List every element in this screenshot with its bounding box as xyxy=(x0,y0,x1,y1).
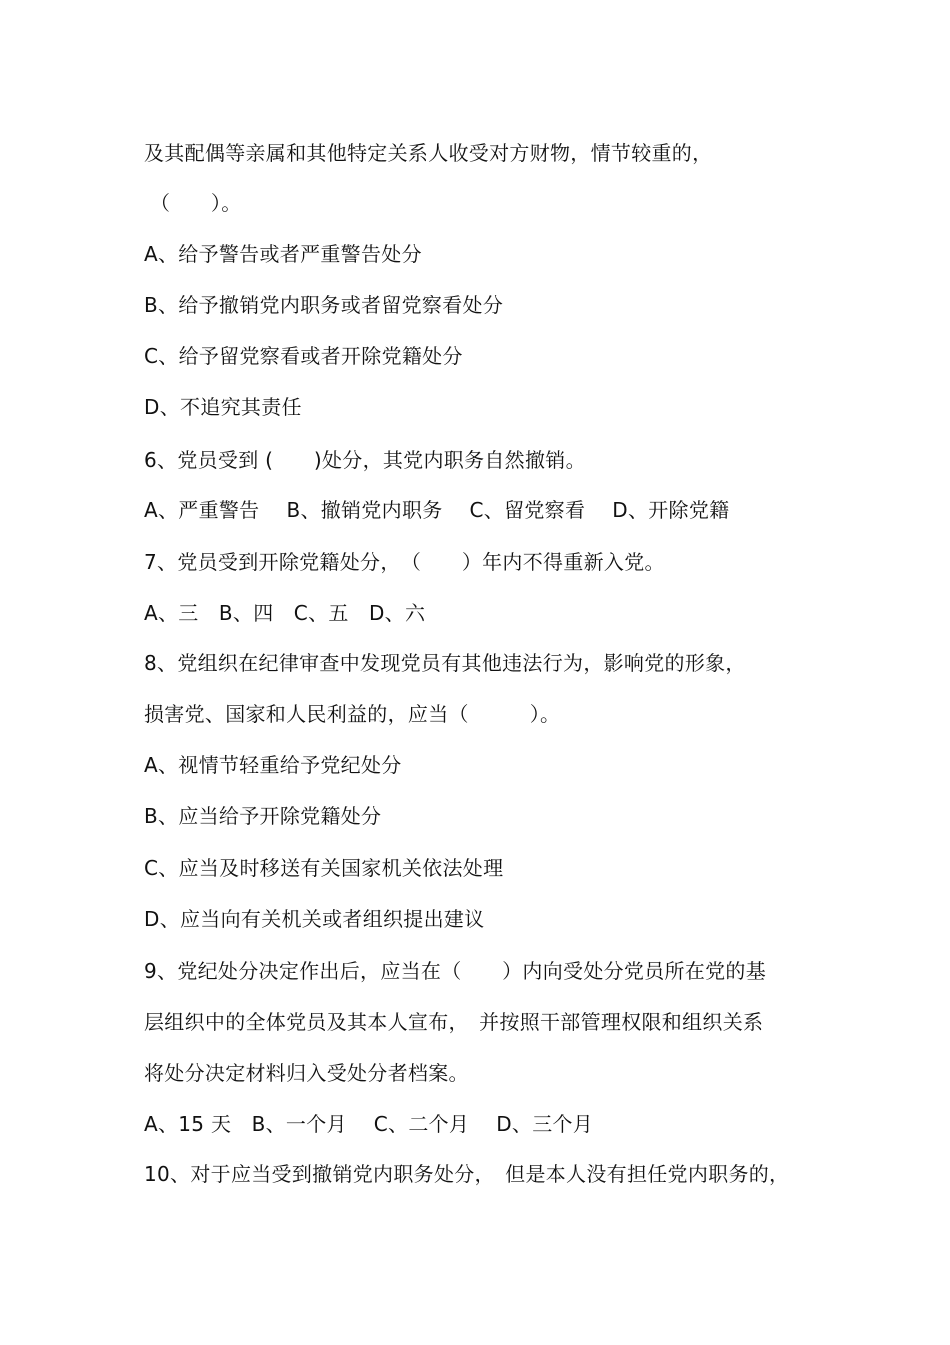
question-8-cont: 损害党、国家和人民利益的，应当（ ）。 xyxy=(144,702,561,726)
option-c: C、给予留党察看或者开除党籍处分 xyxy=(144,344,463,368)
question-8-option-a: A、视情节轻重给予党纪处分 xyxy=(144,753,402,777)
option-d: D、不追究其责任 xyxy=(144,395,302,419)
question-8-option-c: C、应当及时移送有关国家机关依法处理 xyxy=(144,856,504,880)
question-6-options: A、严重警告 B、撤销党内职务 C、留党察看 D、开除党籍 xyxy=(144,498,730,522)
question-9-cont: 层组织中的全体党员及其本人宣布， 并按照干部管理权限和组织关系 xyxy=(144,1010,764,1034)
question-8-option-b: B、应当给予开除党籍处分 xyxy=(144,804,382,828)
question-9: 9、党纪处分决定作出后，应当在（ ）内向受处分党员所在党的基 xyxy=(144,959,767,983)
option-a: A、给予警告或者严重警告处分 xyxy=(144,242,422,266)
text-line: 及其配偶等亲属和其他特定关系人收受对方财物，情节较重的， xyxy=(144,141,713,165)
question-7: 7、党员受到开除党籍处分， （ ）年内不得重新入党。 xyxy=(144,550,665,574)
question-8-option-d: D、应当向有关机关或者组织提出建议 xyxy=(144,907,485,931)
question-7-options: A、三 B、四 C、五 D、六 xyxy=(144,601,426,625)
question-10: 10、对于应当受到撤销党内职务处分， 但是本人没有担任党内职务的， xyxy=(144,1162,790,1186)
question-8: 8、党组织在纪律审查中发现党员有其他违法行为，影响党的形象， xyxy=(144,651,746,675)
answer-blank-line: （ ）。 xyxy=(150,191,242,215)
question-9-cont-2: 将处分决定材料归入受处分者档案。 xyxy=(144,1061,469,1085)
option-b: B、给予撤销党内职务或者留党察看处分 xyxy=(144,293,504,317)
question-9-options: A、15 天 B、一个月 C、二个月 D、三个月 xyxy=(144,1112,594,1136)
question-6: 6、党员受到 ( )处分，其党内职务自然撤销。 xyxy=(144,448,586,472)
